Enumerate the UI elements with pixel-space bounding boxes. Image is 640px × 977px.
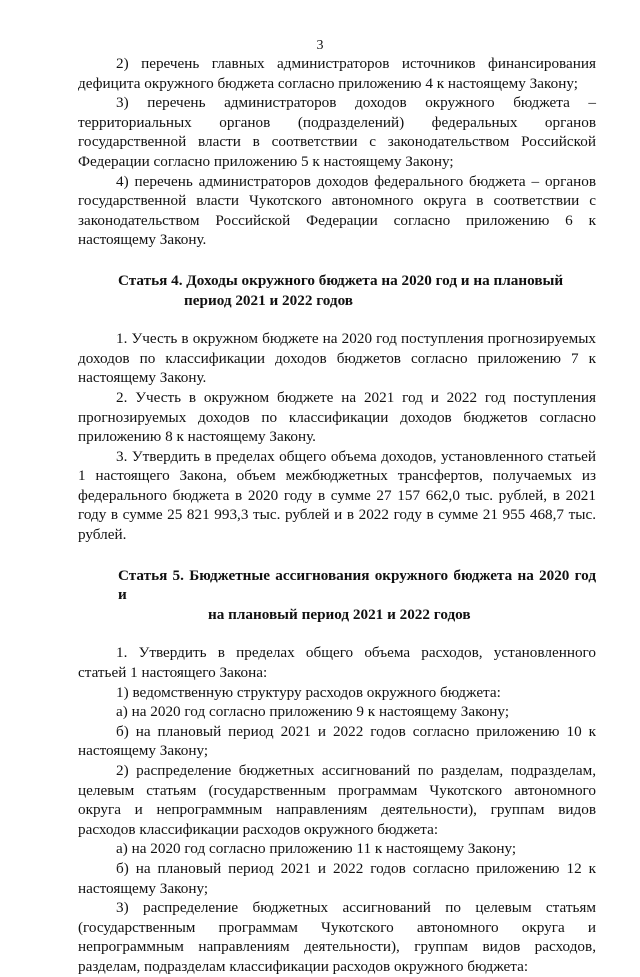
article-5-item-3: 3) распределение бюджетных ассигнований по целевым статьям (государственным программам Чукотского автономного округа и непрограммным направлениям деятельности), группам видов расходов, разделам, подразделам классификации расходов окружного бюджета: [78,899,596,975]
article-5-item-1b: б) на плановый период 2021 и 2022 годов согласно приложению 10 к настоящему Закону; [78,722,596,760]
article-4-title-line1: Статья 4. Доходы окружного бюджета на 2020 год и на плановый [118,271,564,289]
page-number: 3 [316,38,324,53]
article-4-title-line2: период 2021 и 2022 годов [184,291,353,309]
article-5-item-2: 2) распределение бюджетных ассигнований по разделам, подразделам, целевым статьям (государственным программам Чукотского автономного округа и непрограммным направлениям деятельности), группам видов расходов классификации расходов окружного бюджета: [78,762,596,838]
article-5-title-line1: Статья 5. Бюджетные ассигнования окружного бюджета на 2020 год и [118,566,596,604]
article-4-paragraph-2: 2. Учесть в окружном бюджете на 2021 год и 2022 год поступления прогнозируемых доходов по классификации доходов бюджетов согласно приложению 8 к настоящему Закону. [78,388,596,446]
intro-item-3: 3) перечень администраторов доходов окружного бюджета – территориальных органов (подразделений) федеральных органов государственной власти в соответствии с законодательством Российской Федерации согласно приложению 5 к настоящему Закону; [78,94,596,170]
article-5-item-1a: а) на 2020 год согласно приложению 9 к настоящему Закону; [116,703,510,721]
article-5-item-2b: б) на плановый период 2021 и 2022 годов согласно приложению 12 к настоящему Закону; [78,859,596,897]
article-5-heading [78,566,596,625]
article-5-item-2a: а) на 2020 год согласно приложению 11 к настоящему Закону; [116,840,517,858]
article-5-item-1: 1) ведомственную структуру расходов окружного бюджета: [116,683,501,701]
article-4-paragraph-3: 3. Утвердить в пределах общего объема доходов, установленного статьей 1 настоящего Закона, объем межбюджетных трансфертов, получаемых из федерального бюджета в 2020 году в сумме 27 157 662,0 тыс. рублей, в 2021 году в сумме 25 821 993,3 тыс. рублей и в 2022 году в сумме 21 955 468,7 тыс. рублей. [78,447,596,544]
article-5-title-line2: на плановый период 2021 и 2022 годов [208,605,471,623]
intro-item-2: 2) перечень главных администраторов источников финансирования дефицита окружного бюджета согласно приложению 4 к настоящему Закону; [78,55,596,92]
article-5-paragraph-1: 1. Утвердить в пределах общего объема расходов, установленного статьей 1 настоящего Закона: [78,644,596,682]
document-body [78,54,596,977]
intro-item-4: 4) перечень администраторов доходов федерального бюджета – органов государственной власти Чукотского автономного округа в соответствии с законодательством Российской Федерации согласно приложению 6 к настоящему Закону. [78,172,596,249]
article-4-paragraph-1: 1. Учесть в окружном бюджете на 2020 год поступления прогнозируемых доходов по классификации доходов бюджетов согласно приложению 7 к настоящему Закону. [78,330,596,387]
article-4-heading [78,271,596,310]
